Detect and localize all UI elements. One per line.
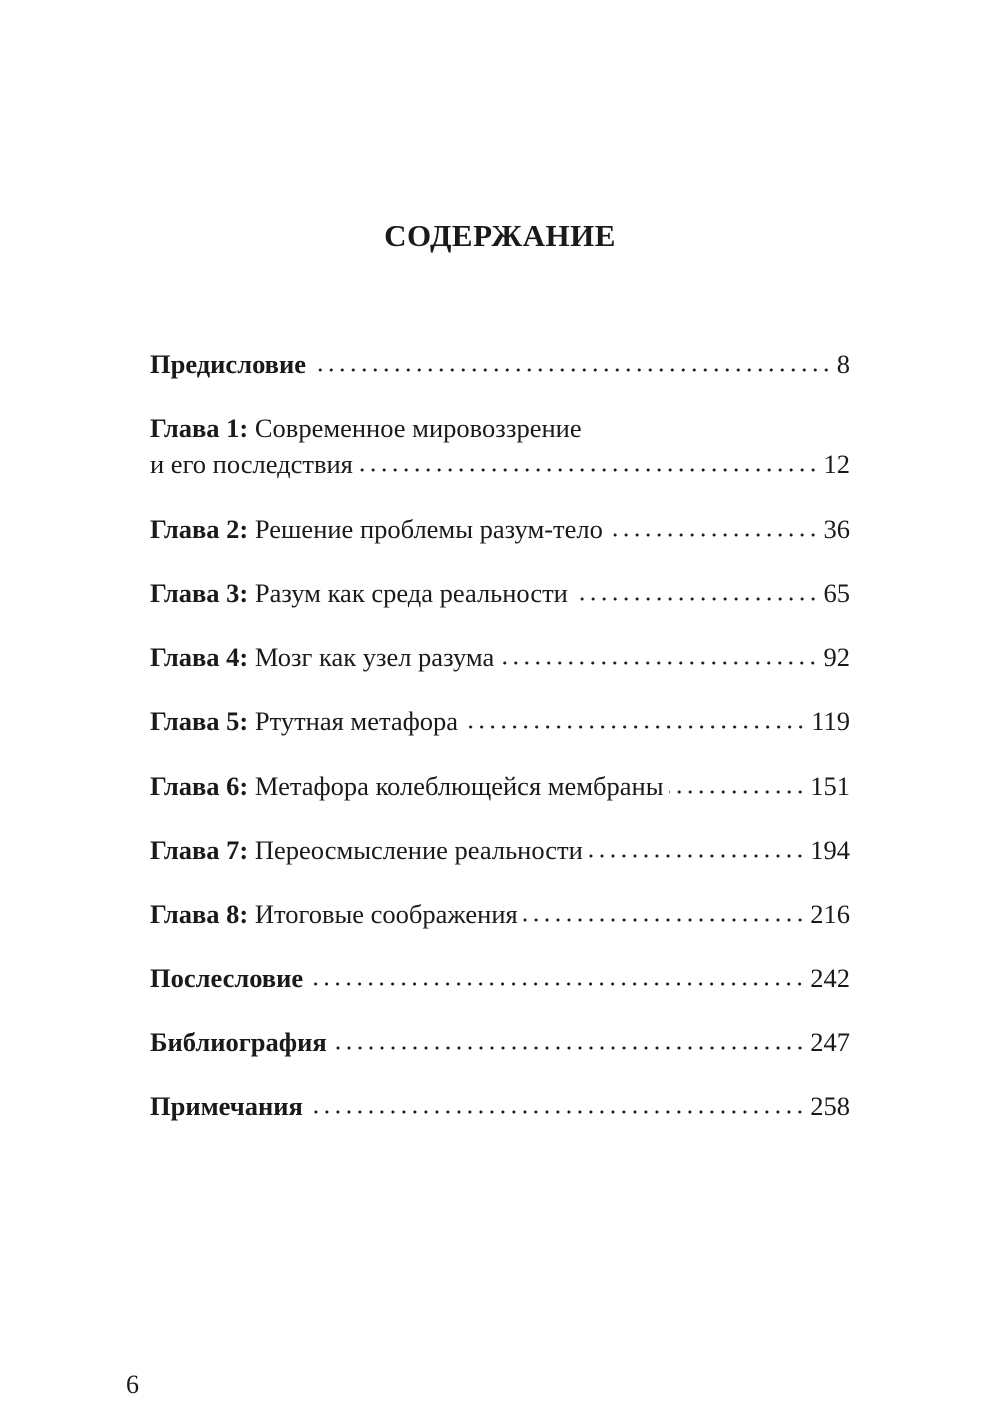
entry-title: Примечания <box>150 1091 303 1121</box>
entry-title: Предисловие <box>150 349 306 379</box>
dot-leader <box>463 724 806 730</box>
dot-leader <box>358 467 819 473</box>
page-number: 194 <box>810 835 850 865</box>
toc-entry <box>150 960 850 996</box>
dot-leader <box>573 596 819 602</box>
entry-title: Решение проблемы разум-тело <box>254 514 603 544</box>
dot-leader <box>608 532 819 538</box>
page-number: 247 <box>810 1027 850 1057</box>
chapter-label: Глава 2: <box>150 514 249 544</box>
toc-entry <box>150 832 850 868</box>
entry-title: Послесловие <box>150 963 304 993</box>
toc-entry <box>150 896 850 932</box>
toc-entry <box>150 346 850 382</box>
page-number: 12 <box>823 449 850 479</box>
entry-title: Переосмысление реальности <box>254 835 583 865</box>
page-number: 151 <box>810 771 850 801</box>
entry-title: Современное мировоззрение <box>254 413 582 443</box>
dot-leader <box>332 1045 806 1051</box>
page-number: 258 <box>810 1091 850 1121</box>
chapter-label: Глава 7: <box>150 835 249 865</box>
dot-leader <box>308 981 805 987</box>
entry-title: Ртутная метафора <box>254 706 459 736</box>
page-number: 242 <box>810 963 850 993</box>
toc-entry <box>150 639 850 675</box>
dot-leader <box>308 1109 805 1115</box>
chapter-label: Глава 5: <box>150 706 249 736</box>
entry-title: Мозг как узел разума <box>254 642 495 672</box>
toc-entry <box>150 410 850 482</box>
toc-entry <box>150 1088 850 1124</box>
page-number: 92 <box>823 642 850 672</box>
chapter-label: Глава 3: <box>150 578 249 608</box>
toc-entry <box>150 575 850 611</box>
folio-page-number: 6 <box>126 1370 139 1399</box>
entry-title-cont: и его последствия <box>150 449 353 479</box>
entry-title: Библиография <box>150 1027 327 1057</box>
dot-leader <box>311 367 832 373</box>
page-number: 216 <box>810 899 850 929</box>
page-number: 36 <box>823 514 850 544</box>
entry-title: Разум как среда реальности <box>254 578 568 608</box>
entry-title: Итоговые соображения <box>254 899 518 929</box>
dot-leader <box>669 789 806 795</box>
dot-leader <box>499 660 818 666</box>
page-number: 65 <box>823 578 850 608</box>
page-number: 8 <box>836 349 850 379</box>
toc-entry <box>150 511 850 547</box>
dot-leader <box>523 917 806 923</box>
chapter-label: Глава 6: <box>150 771 249 801</box>
toc-entry <box>150 1024 850 1060</box>
toc-entry <box>150 703 850 739</box>
toc-entry <box>150 768 850 804</box>
chapter-label: Глава 1: <box>150 413 249 443</box>
page-title: СОДЕРЖАНИЕ <box>384 218 616 253</box>
page-number: 119 <box>811 706 850 736</box>
chapter-label: Глава 8: <box>150 899 249 929</box>
entry-title: Метафора колеблющейся мембраны <box>254 771 664 801</box>
dot-leader <box>588 853 805 859</box>
chapter-label: Глава 4: <box>150 642 249 672</box>
